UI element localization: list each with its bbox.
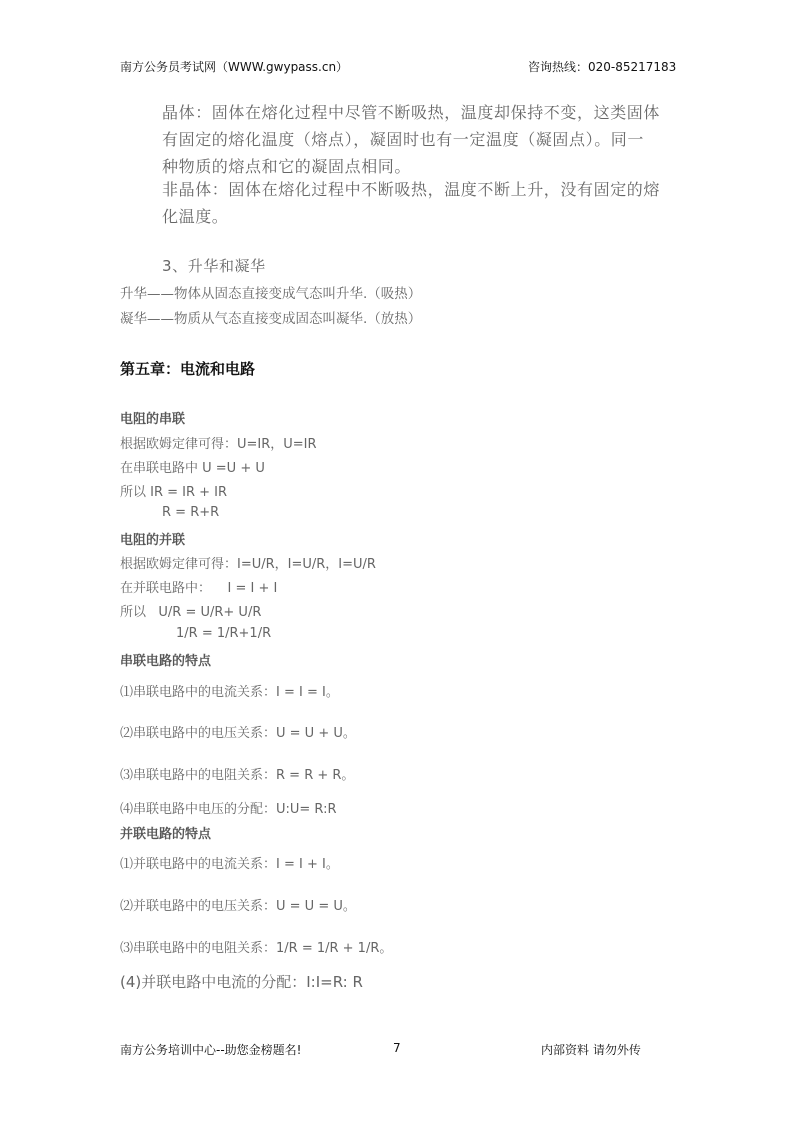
feature-line: ⑴串联电路中的电流关系：I = I = I。 — [120, 685, 339, 700]
formula-line: 根据欧姆定律可得：I=U/R，I=U/R，I=U/R — [120, 557, 376, 572]
subsection-heading: 电阻的串联 — [120, 412, 186, 427]
amorphous-line: 非晶体：固体在熔化过程中不断吸热，温度不断上升，没有固定的熔 — [162, 180, 661, 199]
subsection-heading: 电阻的并联 — [120, 533, 186, 548]
crystal-line: 种物质的熔点和它的凝固点相同。 — [162, 157, 412, 176]
header-site-name: 南方公务员考试网（WWW.gwypass.cn） — [120, 60, 349, 74]
desublimation-line: 凝华——物质从气态直接变成固态叫凝华.（放热） — [120, 311, 422, 327]
footer-slogan: 南方公务培训中心--助您金榜题名! — [120, 1043, 302, 1057]
crystal-line: 有固定的熔化温度（熔点），凝固时也有一定温度（凝固点）。同一 — [162, 130, 645, 149]
formula-line: 所以 U/R = U/R+ U/R — [120, 605, 262, 620]
footer-notice: 内部资料 请勿外传 — [541, 1043, 641, 1057]
subsection-heading: 串联电路的特点 — [120, 654, 212, 669]
subsection-heading: 并联电路的特点 — [120, 827, 212, 842]
formula-line: 1/R = 1/R+1/R — [176, 626, 272, 641]
formula-line: 根据欧姆定律可得：U=IR，U=IR — [120, 437, 317, 452]
chapter-title: 第五章：电流和电路 — [120, 360, 256, 378]
feature-line: ⑵串联电路中的电压关系：U = U + U。 — [120, 726, 356, 741]
crystal-line: 晶体：固体在熔化过程中尽管不断吸热，温度却保持不变，这类固体 — [162, 103, 661, 122]
amorphous-line: 化温度。 — [162, 207, 229, 226]
formula-line: R = R+R — [162, 505, 220, 520]
header-hotline: 咨询热线：020-85217183 — [528, 60, 677, 74]
formula-line: 在串联电路中 U =U + U — [120, 461, 265, 476]
feature-line: ⑷串联电路中电压的分配：U:U= R:R — [120, 802, 337, 817]
feature-line: ⑵并联电路中的电压关系：U = U = U。 — [120, 899, 356, 914]
feature-line: ⑶串联电路中的电阻关系：1/R = 1/R + 1/R。 — [120, 941, 393, 956]
sublimation-line: 升华——物体从固态直接变成气态叫升华.（吸热） — [120, 286, 422, 302]
formula-line: 在并联电路中： I = I + I — [120, 581, 278, 596]
feature-line: (4)并联电路中电流的分配：I:I=R: R — [120, 973, 363, 991]
feature-line: ⑶串联电路中的电阻关系：R = R + R。 — [120, 768, 355, 783]
feature-line: ⑴并联电路中的电流关系：I = I + I。 — [120, 857, 339, 872]
formula-line: 所以 IR = IR + IR — [120, 485, 228, 500]
page-number: 7 — [393, 1041, 401, 1055]
section-heading: 3、升华和凝华 — [162, 257, 266, 275]
